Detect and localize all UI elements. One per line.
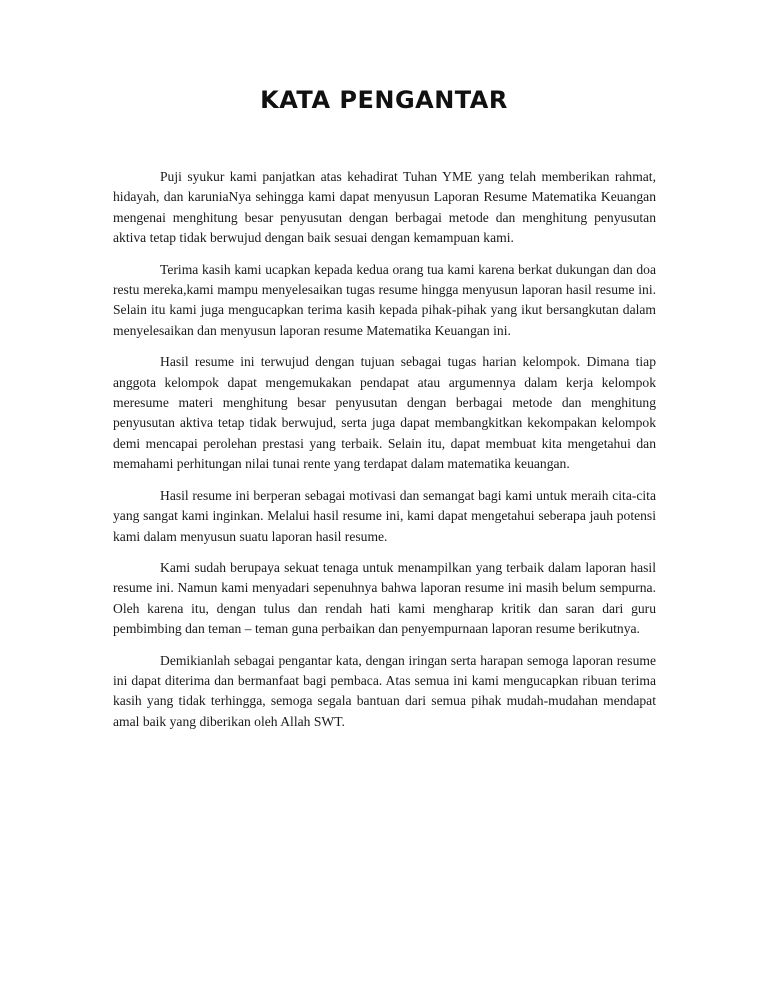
paragraph-3: Hasil resume ini terwujud dengan tujuan sebagai tugas harian kelompok. Dimana tiap anggota kelompok dapat mengemukakan pendapat atau argumennya dalam kerja kelompok meresume materi menghitung besar penyusutan dengan berbagai metode dan menghitung penyusutan aktiva tetap tidak berwujud, serta juga dapat membangkitkan kekompakan kelompok demi mencapai perolehan prestasi yang terbaik. Selain itu, dapat membuat kita mengetahui dan memahami perhitungan nilai tunai rente yang terdapat dalam matematika keuangan.: [113, 354, 656, 472]
paragraph-6: Demikianlah sebagai pengantar kata, dengan iringan serta harapan semoga laporan resume ini dapat diterima dan bermanfaat bagi pembaca. Atas semua ini kami mengucapkan ribuan terima kasih yang tidak terhingga, semoga segala bantuan dari semua pihak mudah-mudahan mendapat amal baik yang diberikan oleh Allah SWT.: [113, 652, 656, 729]
paragraph-1: Puji syukur kami panjatkan atas kehadirat Tuhan YME yang telah memberikan rahmat, hidayah, dan karuniaNya sehingga kami dapat menyusun Laporan Resume Matematika Keuangan mengenai menghitung besar penyusutan dengan berbagai metode dan menghitung penyusutan aktiva tetap tidak berwujud dengan baik sesuai dengan kemampuan kami.: [113, 169, 656, 246]
paragraph-5: Kami sudah berupaya sekuat tenaga untuk menampilkan yang terbaik dalam laporan hasil resume ini. Namun kami menyadari sepenuhnya bahwa laporan resume ini masih belum sempurna. Oleh karena itu, dengan tulus dan rendah hati kami mengharap kritik dan saran dari guru pembimbing dan teman – teman guna perbaikan dan penyempurnaan laporan resume berikutnya.: [113, 559, 656, 637]
paragraph-4: Hasil resume ini berperan sebagai motivasi dan semangat bagi kami untuk meraih cita-cita yang sangat kami inginkan. Melalui hasil resume ini, kami dapat mengetahui seberapa jauh potensi kami dalam menyusun suatu laporan hasil resume.: [113, 487, 656, 544]
page-title: KATA PENGANTAR: [260, 86, 508, 114]
paragraph-2: Terima kasih kami ucapkan kepada kedua orang tua kami karena berkat dukungan dan doa restu mereka,kami mampu menyelesaikan tugas resume hingga menyusun laporan hasil resume ini. Selain itu kami juga mengucapkan terima kasih kepada pihak-pihak yang ikut bersangkutan dalam menyelesaikan dan menyusun laporan resume Matematika Keuangan ini.: [113, 261, 656, 338]
document-body: [113, 167, 656, 743]
